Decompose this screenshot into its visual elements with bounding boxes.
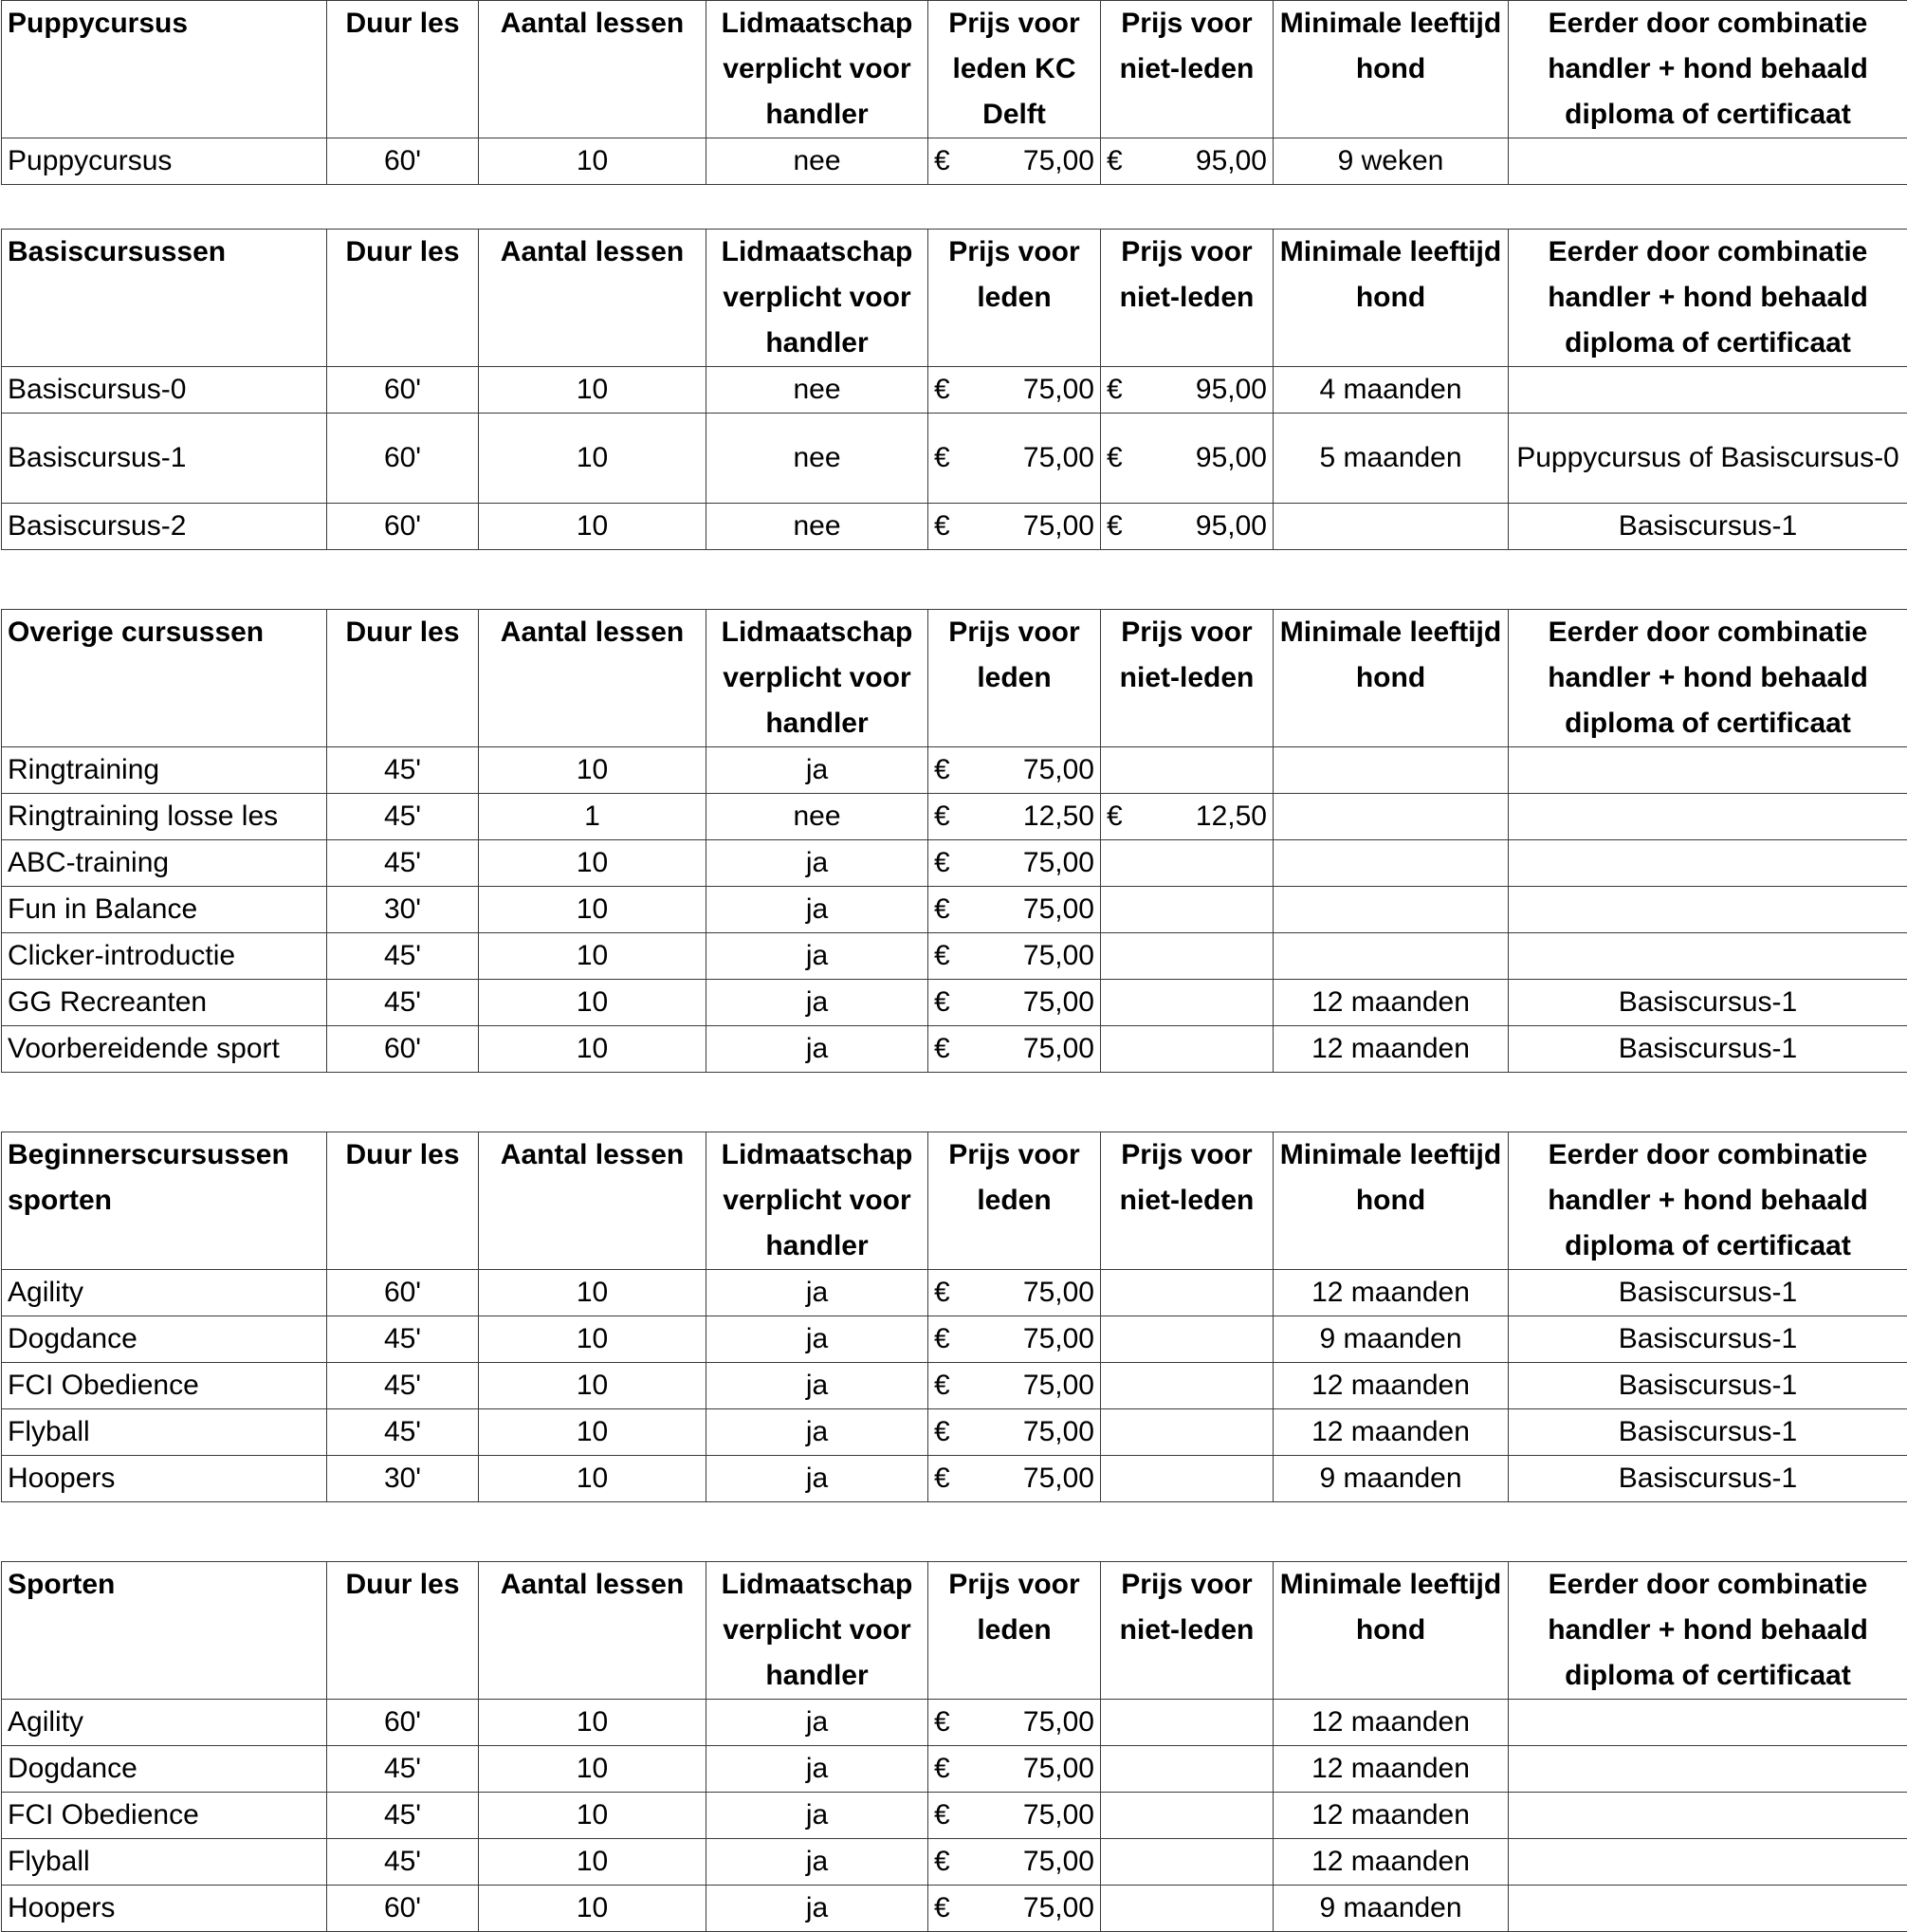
min-age-cell: [1274, 933, 1509, 980]
price-members-cell: [928, 980, 1101, 1026]
min-age-cell: 12 maanden: [1274, 980, 1509, 1026]
course-name: Basiscursus-0: [2, 367, 327, 414]
column-header-price-nonmembers: Prijs voor niet-leden: [1101, 1562, 1274, 1700]
column-header-price-nonmembers: Prijs voor niet-leden: [1101, 1, 1274, 138]
column-header-lessons: Aantal lessen: [479, 1, 706, 138]
min-age-cell: 9 weken: [1274, 138, 1509, 185]
price-amount: 75,00: [1022, 1846, 1094, 1877]
duration-cell: 45': [327, 840, 479, 887]
price-amount: 75,00: [1022, 986, 1094, 1018]
min-age-cell: 12 maanden: [1274, 1839, 1509, 1886]
price-members-cell: [928, 840, 1101, 887]
price-members-cell: [928, 887, 1101, 933]
course-name: Ringtraining losse les: [2, 794, 327, 840]
duration-cell: 30': [327, 1456, 479, 1502]
section-title: Sporten: [2, 1562, 327, 1700]
column-header-duration: Duur les: [327, 1, 479, 138]
price-members-cell: [928, 1456, 1101, 1502]
duration-cell: 60': [327, 1886, 479, 1932]
currency-symbol: €: [1107, 145, 1123, 176]
membership-cell: nee: [706, 367, 928, 414]
section-table: [1, 609, 1907, 1073]
lessons-cell: 10: [479, 1700, 706, 1746]
course-name: FCI Obedience: [2, 1793, 327, 1839]
duration-cell: 60': [327, 1270, 479, 1316]
price-members-cell: [928, 504, 1101, 550]
column-header-min-age: Minimale leeftijd hond: [1274, 1, 1509, 138]
duration-cell: 60': [327, 504, 479, 550]
duration-cell: 45': [327, 794, 479, 840]
section-table: [1, 0, 1907, 185]
course-name: Clicker-introductie: [2, 933, 327, 980]
prerequisite-cell: [1509, 1839, 1907, 1886]
duration-cell: 30': [327, 887, 479, 933]
table-row: [2, 1456, 1907, 1502]
min-age-cell: [1274, 747, 1509, 794]
prerequisite-cell: [1509, 1886, 1907, 1932]
price-members-cell: [928, 1793, 1101, 1839]
prerequisite-cell: Basiscursus-1: [1509, 1363, 1907, 1409]
column-header-prerequisite: Eerder door combinatie handler + hond behaald diploma of certificaat: [1509, 230, 1907, 367]
currency-symbol: €: [1107, 442, 1123, 473]
currency-symbol: €: [934, 986, 950, 1018]
price-members-cell: [928, 1409, 1101, 1456]
lessons-cell: 1: [479, 794, 706, 840]
prerequisite-cell: [1509, 887, 1907, 933]
price-members-cell: [928, 414, 1101, 504]
course-name: Agility: [2, 1270, 327, 1316]
price-members-cell: [928, 1839, 1101, 1886]
column-header-min-age: Minimale leeftijd hond: [1274, 610, 1509, 747]
column-header-duration: Duur les: [327, 1562, 479, 1700]
duration-cell: 45': [327, 1746, 479, 1793]
price-nonmembers-cell: [1101, 1270, 1274, 1316]
price-nonmembers-cell: [1101, 1409, 1274, 1456]
column-header-price-nonmembers: Prijs voor niet-leden: [1101, 230, 1274, 367]
price-nonmembers-cell: [1101, 1026, 1274, 1073]
price-amount: 75,00: [1022, 1370, 1094, 1401]
prerequisite-cell: Basiscursus-1: [1509, 1409, 1907, 1456]
course-name: Hoopers: [2, 1886, 327, 1932]
duration-cell: 60': [327, 138, 479, 185]
price-members-cell: [928, 747, 1101, 794]
course-name: GG Recreanten: [2, 980, 327, 1026]
column-header-price-members: Prijs voor leden: [928, 230, 1101, 367]
column-header-prerequisite: Eerder door combinatie handler + hond behaald diploma of certificaat: [1509, 1562, 1907, 1700]
price-amount: 95,00: [1195, 145, 1267, 176]
column-header-membership: Lidmaatschap verplicht voor handler: [706, 1562, 928, 1700]
price-members-cell: [928, 933, 1101, 980]
lessons-cell: 10: [479, 980, 706, 1026]
min-age-cell: 12 maanden: [1274, 1409, 1509, 1456]
lessons-cell: 10: [479, 1316, 706, 1363]
table-row: [2, 840, 1907, 887]
price-amount: 75,00: [1022, 442, 1094, 473]
column-header-duration: Duur les: [327, 230, 479, 367]
currency-symbol: €: [1107, 800, 1123, 832]
membership-cell: ja: [706, 1746, 928, 1793]
course-name: Voorbereidende sport: [2, 1026, 327, 1073]
section-spacer: [1, 1073, 1907, 1132]
price-nonmembers-cell: [1101, 367, 1274, 414]
prerequisite-cell: Basiscursus-1: [1509, 1270, 1907, 1316]
price-nonmembers-cell: [1101, 138, 1274, 185]
prerequisite-cell: [1509, 933, 1907, 980]
membership-cell: ja: [706, 1270, 928, 1316]
table-row: [2, 367, 1907, 414]
min-age-cell: 9 maanden: [1274, 1456, 1509, 1502]
duration-cell: 45': [327, 1793, 479, 1839]
price-amount: 75,00: [1022, 754, 1094, 785]
membership-cell: ja: [706, 1363, 928, 1409]
table-row: [2, 1793, 1907, 1839]
min-age-cell: 12 maanden: [1274, 1793, 1509, 1839]
price-nonmembers-cell: [1101, 1793, 1274, 1839]
price-nonmembers-cell: [1101, 980, 1274, 1026]
duration-cell: 60': [327, 1700, 479, 1746]
prerequisite-cell: [1509, 138, 1907, 185]
course-name: Basiscursus-1: [2, 414, 327, 504]
lessons-cell: 10: [479, 138, 706, 185]
prerequisite-cell: [1509, 747, 1907, 794]
table-row: [2, 747, 1907, 794]
price-amount: 75,00: [1022, 893, 1094, 925]
membership-cell: ja: [706, 1700, 928, 1746]
currency-symbol: €: [934, 442, 950, 473]
price-nonmembers-cell: [1101, 747, 1274, 794]
price-amount: 12,50: [1195, 800, 1267, 832]
membership-cell: ja: [706, 1026, 928, 1073]
column-header-lessons: Aantal lessen: [479, 610, 706, 747]
table-row: [2, 1409, 1907, 1456]
price-amount: 75,00: [1022, 1463, 1094, 1494]
price-nonmembers-cell: [1101, 1700, 1274, 1746]
membership-cell: nee: [706, 414, 928, 504]
membership-cell: ja: [706, 1793, 928, 1839]
price-amount: 75,00: [1022, 1277, 1094, 1308]
min-age-cell: [1274, 887, 1509, 933]
prerequisite-cell: [1509, 1793, 1907, 1839]
price-nonmembers-cell: [1101, 933, 1274, 980]
membership-cell: ja: [706, 887, 928, 933]
section-spacer: [1, 1502, 1907, 1561]
currency-symbol: €: [934, 940, 950, 971]
prerequisite-cell: Basiscursus-1: [1509, 1456, 1907, 1502]
lessons-cell: 10: [479, 933, 706, 980]
lessons-cell: 10: [479, 887, 706, 933]
min-age-cell: 12 maanden: [1274, 1270, 1509, 1316]
course-name: Agility: [2, 1700, 327, 1746]
lessons-cell: 10: [479, 367, 706, 414]
currency-symbol: €: [934, 1370, 950, 1401]
price-amount: 75,00: [1022, 510, 1094, 542]
price-amount: 75,00: [1022, 1753, 1094, 1784]
lessons-cell: 10: [479, 747, 706, 794]
table-row: [2, 980, 1907, 1026]
section-spacer: [1, 185, 1907, 229]
course-name: Puppycursus: [2, 138, 327, 185]
duration-cell: 60': [327, 1026, 479, 1073]
column-header-membership: Lidmaatschap verplicht voor handler: [706, 1132, 928, 1270]
membership-cell: ja: [706, 1886, 928, 1932]
section-title: Basiscursussen: [2, 230, 327, 367]
prerequisite-cell: Basiscursus-1: [1509, 980, 1907, 1026]
price-amount: 95,00: [1195, 510, 1267, 542]
prerequisite-cell: Puppycursus of Basiscursus-0: [1509, 414, 1907, 504]
column-header-min-age: Minimale leeftijd hond: [1274, 230, 1509, 367]
prerequisite-cell: [1509, 1746, 1907, 1793]
column-header-min-age: Minimale leeftijd hond: [1274, 1562, 1509, 1700]
price-members-cell: [928, 794, 1101, 840]
currency-symbol: €: [934, 374, 950, 405]
column-header-prerequisite: Eerder door combinatie handler + hond behaald diploma of certificaat: [1509, 610, 1907, 747]
currency-symbol: €: [934, 1706, 950, 1738]
currency-symbol: €: [934, 1416, 950, 1447]
price-members-cell: [928, 138, 1101, 185]
column-header-price-members: Prijs voor leden: [928, 610, 1101, 747]
price-members-cell: [928, 1026, 1101, 1073]
duration-cell: 60': [327, 367, 479, 414]
column-header-duration: Duur les: [327, 1132, 479, 1270]
price-members-cell: [928, 1746, 1101, 1793]
price-nonmembers-cell: [1101, 887, 1274, 933]
currency-symbol: €: [934, 510, 950, 542]
course-name: Flyball: [2, 1839, 327, 1886]
membership-cell: ja: [706, 933, 928, 980]
currency-symbol: €: [934, 847, 950, 878]
duration-cell: 45': [327, 1363, 479, 1409]
currency-symbol: €: [934, 893, 950, 925]
course-name: Ringtraining: [2, 747, 327, 794]
price-nonmembers-cell: [1101, 794, 1274, 840]
price-amount: 75,00: [1022, 1799, 1094, 1831]
lessons-cell: 10: [479, 1026, 706, 1073]
table-row: [2, 414, 1907, 504]
min-age-cell: [1274, 794, 1509, 840]
section-table: [1, 1132, 1907, 1502]
min-age-cell: 4 maanden: [1274, 367, 1509, 414]
prerequisite-cell: [1509, 840, 1907, 887]
min-age-cell: 5 maanden: [1274, 414, 1509, 504]
min-age-cell: 9 maanden: [1274, 1316, 1509, 1363]
min-age-cell: 9 maanden: [1274, 1886, 1509, 1932]
currency-symbol: €: [1107, 374, 1123, 405]
table-row: [2, 887, 1907, 933]
lessons-cell: 10: [479, 414, 706, 504]
column-header-price-nonmembers: Prijs voor niet-leden: [1101, 610, 1274, 747]
currency-symbol: €: [934, 1799, 950, 1831]
table-row: [2, 794, 1907, 840]
currency-symbol: €: [934, 145, 950, 176]
table-row: [2, 1363, 1907, 1409]
course-name: Hoopers: [2, 1456, 327, 1502]
membership-cell: ja: [706, 747, 928, 794]
column-header-lessons: Aantal lessen: [479, 1132, 706, 1270]
price-nonmembers-cell: [1101, 414, 1274, 504]
price-nonmembers-cell: [1101, 504, 1274, 550]
currency-symbol: €: [934, 1323, 950, 1354]
prerequisite-cell: [1509, 794, 1907, 840]
table-row: [2, 504, 1907, 550]
price-amount: 75,00: [1022, 1033, 1094, 1064]
table-row: [2, 1886, 1907, 1932]
duration-cell: 45': [327, 747, 479, 794]
price-nonmembers-cell: [1101, 1886, 1274, 1932]
membership-cell: nee: [706, 794, 928, 840]
course-name: Flyball: [2, 1409, 327, 1456]
table-row: [2, 1700, 1907, 1746]
prerequisite-cell: Basiscursus-1: [1509, 1316, 1907, 1363]
prerequisite-cell: Basiscursus-1: [1509, 1026, 1907, 1073]
column-header-membership: Lidmaatschap verplicht voor handler: [706, 610, 928, 747]
duration-cell: 45': [327, 980, 479, 1026]
lessons-cell: 10: [479, 840, 706, 887]
lessons-cell: 10: [479, 1363, 706, 1409]
price-members-cell: [928, 1886, 1101, 1932]
lessons-cell: 10: [479, 1839, 706, 1886]
currency-symbol: €: [934, 1033, 950, 1064]
price-amount: 75,00: [1022, 1892, 1094, 1923]
table-row: [2, 1839, 1907, 1886]
course-name: ABC-training: [2, 840, 327, 887]
min-age-cell: 12 maanden: [1274, 1746, 1509, 1793]
min-age-cell: 12 maanden: [1274, 1700, 1509, 1746]
column-header-prerequisite: Eerder door combinatie handler + hond behaald diploma of certificaat: [1509, 1132, 1907, 1270]
section-title: Beginnerscursussen sporten: [2, 1132, 327, 1270]
section-table: [1, 229, 1907, 550]
section-title: Puppycursus: [2, 1, 327, 138]
course-price-sheet: [1, 0, 1907, 1932]
membership-cell: ja: [706, 840, 928, 887]
column-header-lessons: Aantal lessen: [479, 1562, 706, 1700]
column-header-price-members: Prijs voor leden KC Delft: [928, 1, 1101, 138]
price-nonmembers-cell: [1101, 1316, 1274, 1363]
duration-cell: 45': [327, 1839, 479, 1886]
currency-symbol: €: [934, 800, 950, 832]
price-amount: 75,00: [1022, 1323, 1094, 1354]
course-name: Dogdance: [2, 1746, 327, 1793]
duration-cell: 60': [327, 414, 479, 504]
price-members-cell: [928, 1316, 1101, 1363]
membership-cell: ja: [706, 980, 928, 1026]
lessons-cell: 10: [479, 504, 706, 550]
lessons-cell: 10: [479, 1793, 706, 1839]
price-amount: 95,00: [1195, 442, 1267, 473]
section-title: Overige cursussen: [2, 610, 327, 747]
header-row: [2, 1132, 1907, 1270]
price-amount: 75,00: [1022, 374, 1094, 405]
min-age-cell: 12 maanden: [1274, 1026, 1509, 1073]
price-nonmembers-cell: [1101, 1839, 1274, 1886]
price-members-cell: [928, 1363, 1101, 1409]
currency-symbol: €: [934, 1753, 950, 1784]
course-name: FCI Obedience: [2, 1363, 327, 1409]
table-row: [2, 1316, 1907, 1363]
membership-cell: ja: [706, 1456, 928, 1502]
table-row: [2, 1270, 1907, 1316]
course-name: Dogdance: [2, 1316, 327, 1363]
currency-symbol: €: [934, 1892, 950, 1923]
price-amount: 75,00: [1022, 940, 1094, 971]
currency-symbol: €: [934, 754, 950, 785]
price-nonmembers-cell: [1101, 1746, 1274, 1793]
price-nonmembers-cell: [1101, 1456, 1274, 1502]
min-age-cell: [1274, 504, 1509, 550]
membership-cell: ja: [706, 1316, 928, 1363]
currency-symbol: €: [934, 1846, 950, 1877]
header-row: [2, 1, 1907, 138]
header-row: [2, 610, 1907, 747]
column-header-price-members: Prijs voor leden: [928, 1132, 1101, 1270]
min-age-cell: 12 maanden: [1274, 1363, 1509, 1409]
price-amount: 75,00: [1022, 1416, 1094, 1447]
membership-cell: nee: [706, 504, 928, 550]
column-header-price-nonmembers: Prijs voor niet-leden: [1101, 1132, 1274, 1270]
table-row: [2, 138, 1907, 185]
column-header-lessons: Aantal lessen: [479, 230, 706, 367]
section-table: [1, 1561, 1907, 1932]
lessons-cell: 10: [479, 1409, 706, 1456]
column-header-prerequisite: Eerder door combinatie handler + hond behaald diploma of certificaat: [1509, 1, 1907, 138]
price-nonmembers-cell: [1101, 1363, 1274, 1409]
column-header-duration: Duur les: [327, 610, 479, 747]
header-row: [2, 1562, 1907, 1700]
prerequisite-cell: Basiscursus-1: [1509, 504, 1907, 550]
price-members-cell: [928, 1270, 1101, 1316]
membership-cell: nee: [706, 138, 928, 185]
lessons-cell: 10: [479, 1270, 706, 1316]
lessons-cell: 10: [479, 1886, 706, 1932]
membership-cell: ja: [706, 1409, 928, 1456]
price-members-cell: [928, 1700, 1101, 1746]
price-members-cell: [928, 367, 1101, 414]
column-header-membership: Lidmaatschap verplicht voor handler: [706, 1, 928, 138]
price-amount: 75,00: [1022, 847, 1094, 878]
membership-cell: ja: [706, 1839, 928, 1886]
course-name: Fun in Balance: [2, 887, 327, 933]
prerequisite-cell: [1509, 367, 1907, 414]
min-age-cell: [1274, 840, 1509, 887]
section-spacer: [1, 550, 1907, 609]
table-row: [2, 933, 1907, 980]
table-row: [2, 1746, 1907, 1793]
price-nonmembers-cell: [1101, 840, 1274, 887]
currency-symbol: €: [1107, 510, 1123, 542]
prerequisite-cell: [1509, 1700, 1907, 1746]
duration-cell: 45': [327, 933, 479, 980]
price-amount: 75,00: [1022, 145, 1094, 176]
course-name: Basiscursus-2: [2, 504, 327, 550]
price-amount: 12,50: [1022, 800, 1094, 832]
currency-symbol: €: [934, 1277, 950, 1308]
price-amount: 95,00: [1195, 374, 1267, 405]
column-header-price-members: Prijs voor leden: [928, 1562, 1101, 1700]
lessons-cell: 10: [479, 1746, 706, 1793]
duration-cell: 45': [327, 1409, 479, 1456]
lessons-cell: 10: [479, 1456, 706, 1502]
table-row: [2, 1026, 1907, 1073]
currency-symbol: €: [934, 1463, 950, 1494]
price-amount: 75,00: [1022, 1706, 1094, 1738]
column-header-min-age: Minimale leeftijd hond: [1274, 1132, 1509, 1270]
column-header-membership: Lidmaatschap verplicht voor handler: [706, 230, 928, 367]
duration-cell: 45': [327, 1316, 479, 1363]
header-row: [2, 230, 1907, 367]
